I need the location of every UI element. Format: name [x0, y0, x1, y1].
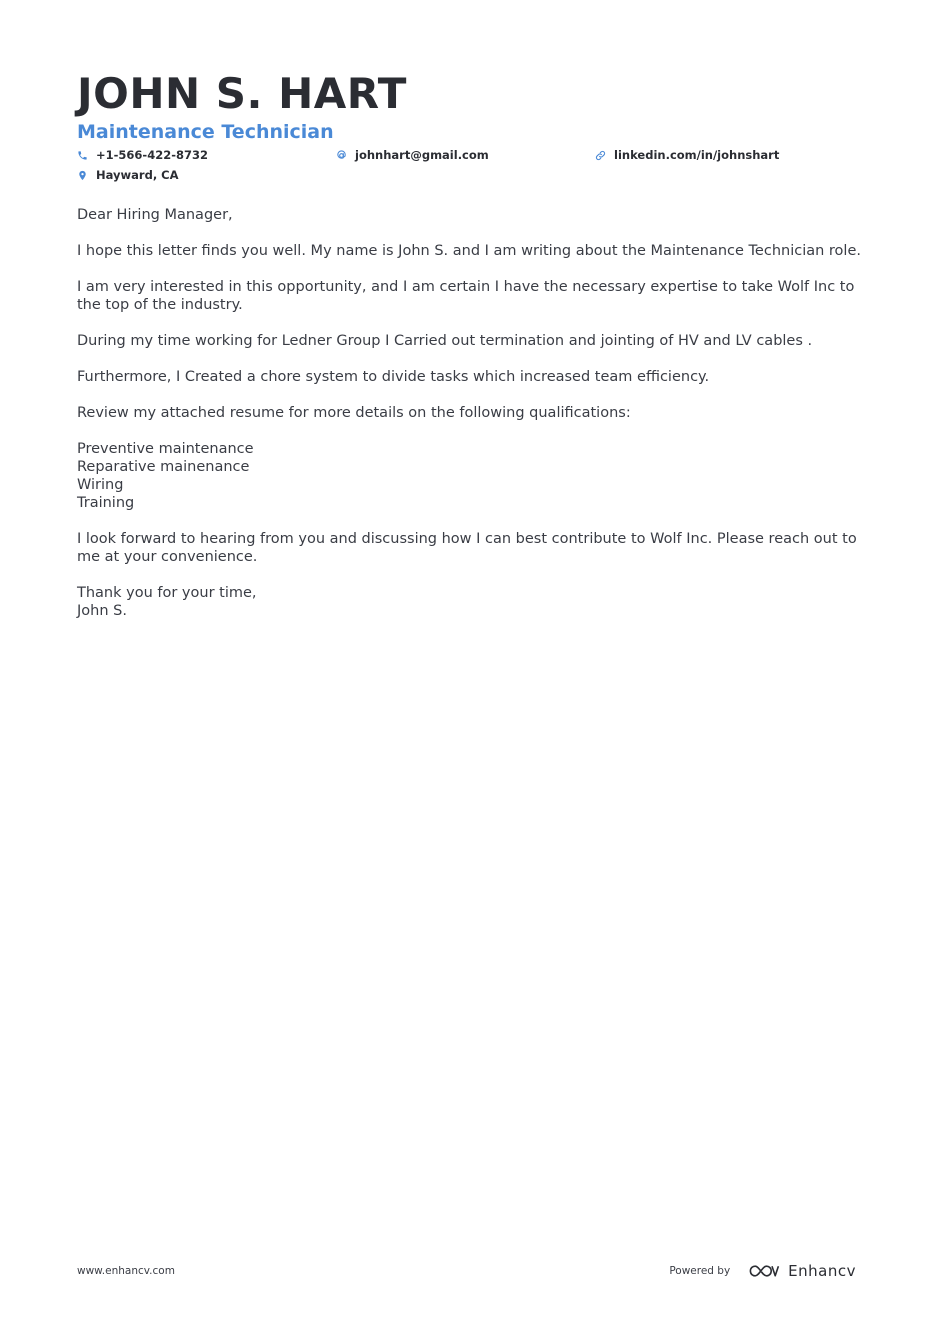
brand-name: Enhancv: [788, 1262, 856, 1280]
contact-phone[interactable]: [77, 147, 208, 163]
paragraph-qualifications-intro: Review my attached resume for more details on the following qualifications:: [77, 405, 631, 421]
paragraph-interest: I am very interested in this opportunity, and I am certain I have the necessary expertise to take Wolf Inc to the top of the industry.: [77, 279, 855, 313]
phone-icon: [77, 150, 88, 161]
footer-branding[interactable]: [669, 1262, 856, 1280]
qualification-item: Wiring: [77, 477, 124, 493]
qualification-item: Training: [77, 495, 135, 511]
sign-off: Thank you for your time,: [77, 585, 257, 601]
contact-location: [77, 167, 179, 183]
footer-website-link[interactable]: www.enhancv.com: [77, 1265, 175, 1277]
linkedin-text: linkedin.com/in/johnshart: [614, 148, 780, 162]
paragraph-closing: I look forward to hearing from you and discussing how I can best contribute to Wolf Inc. Please reach out to me at your convenience.: [77, 531, 857, 565]
contact-linkedin[interactable]: [595, 147, 779, 163]
location-text: Hayward, CA: [96, 168, 179, 182]
greeting: Dear Hiring Manager,: [77, 207, 233, 223]
qualifications-list: [77, 440, 877, 512]
letter-body: [77, 206, 877, 620]
enhancv-logo-icon: [748, 1263, 780, 1279]
email-text: johnhart@gmail.com: [355, 148, 489, 162]
qualification-item: Preventive maintenance: [77, 441, 254, 457]
applicant-name: JOHN S. HART: [77, 69, 407, 118]
powered-by-label: Powered by: [669, 1265, 731, 1277]
paragraph-achievement: Furthermore, I Created a chore system to divide tasks which increased team efficiency.: [77, 369, 710, 385]
at-icon: [336, 150, 347, 161]
phone-text: +1-566-422-8732: [96, 148, 208, 162]
contact-email[interactable]: [336, 147, 489, 163]
paragraph-experience: During my time working for Ledner Group I Carried out termination and jointing of HV and LV cables .: [77, 333, 813, 349]
location-pin-icon: [77, 170, 88, 181]
link-icon: [595, 150, 606, 161]
paragraph-intro: I hope this letter finds you well. My name is John S. and I am writing about the Maintenance Technician role.: [77, 243, 861, 259]
signature: John S.: [77, 603, 127, 619]
job-title: Maintenance Technician: [77, 121, 334, 143]
qualification-item: Reparative mainenance: [77, 459, 250, 475]
